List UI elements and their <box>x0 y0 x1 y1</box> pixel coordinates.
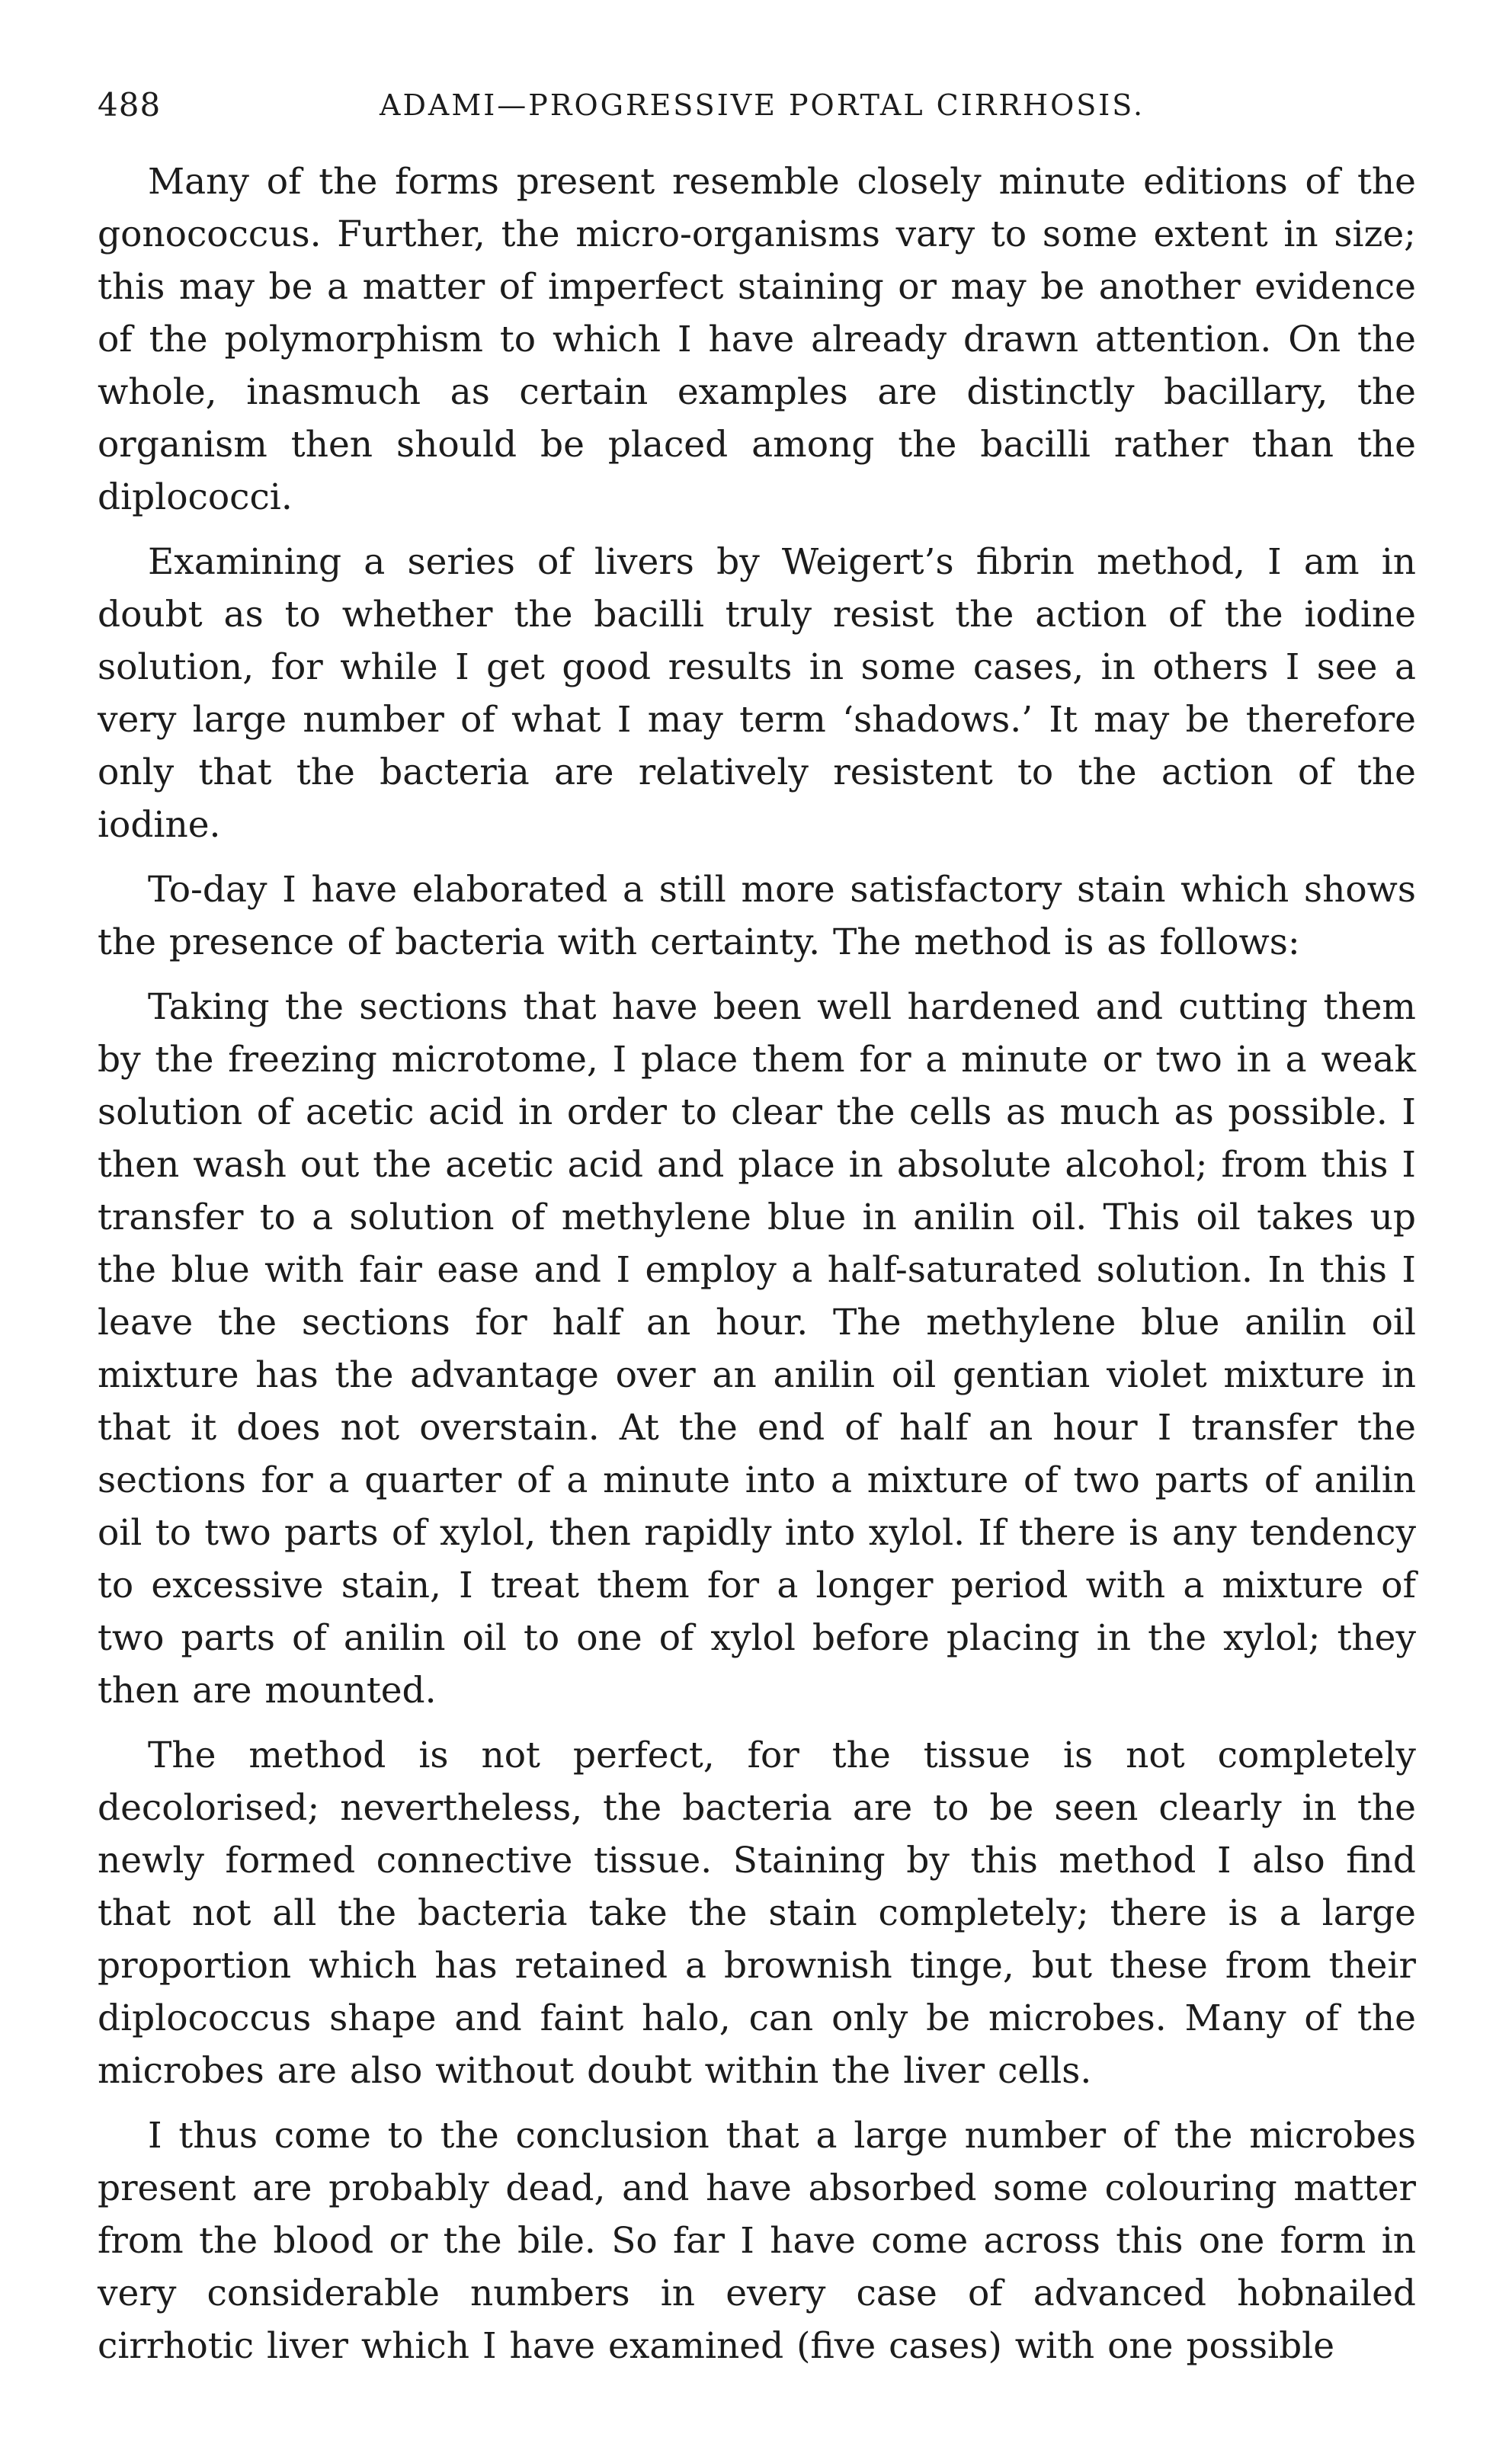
running-head: ADAMI—PROGRESSIVE PORTAL CIRRHOSIS. <box>380 88 1145 122</box>
paragraph-conclusion: I thus come to the conclusion that a large number of the microbes present are probably dead, and have absorbed some colouring matter from the blood or the bile. So far I have come across this one form in very considerable numbers in every case of advanced hobnailed cirrhotic liver which I have examined (five cases) with one possible <box>98 2115 1416 2367</box>
book-page <box>98 82 1416 2414</box>
paragraph-method-results: The method is not perfect, for the tissue is not completely decolorised; nevertheless, the bacteria are to be seen clearly in the newly formed connective tissue. Staining by this method I also find that not all the bacteria take the stain completely; there is a large proportion which has retained a brownish tinge, but these from their diplococcus shape and faint halo, can only be microbes. Many of the microbes are also without doubt within the liver cells. <box>98 1734 1416 2092</box>
page-header <box>98 82 1416 128</box>
paragraph-new-stain: To-day I have elaborated a still more satisfactory stain which shows the presence of bacteria with certainty. The method is as follows: <box>98 869 1416 963</box>
paragraph-staining-procedure: Taking the sections that have been well hardened and cutting them by the freezing microtome, I place them for a minute or two in a weak solution of acetic acid in order to clear the cells as much as possible. I then wash out the acetic acid and place in absolute alcohol; from this I transfer to a solution of methylene blue in anilin oil. This oil takes up the blue with fair ease and I employ a half-saturated solution. In this I leave the sections for half an hour. The methylene blue anilin oil mixture has the advantage over an anilin oil gentian violet mixture in that it does not overstain. At the end of half an hour I transfer the sections for a quarter of a minute into a mixture of two parts of anilin oil to two parts of xylol, then rapidly into xylol. If there is any tendency to excessive stain, I treat them for a longer period with a mixture of two parts of anilin oil to one of xylol before placing in the xylol; they then are mounted. <box>98 986 1416 1712</box>
page-number: 488 <box>98 86 162 123</box>
paragraph-weigert-method: Examining a series of livers by Weigert’s fibrin method, I am in doubt as to whether the bacilli truly resist the action of the iodine solution, for while I get good results in some cases, in others I see a very large number of what I may term ‘shadows.’ It may be therefore only that the bacteria are relatively resistent to the action of the iodine. <box>98 541 1416 846</box>
body-text <box>98 155 1416 2372</box>
paragraph-gonococcus-forms: Many of the forms present resemble closely minute editions of the gonococcus. Further, the micro-organisms vary to some extent in size; this may be a matter of imperfect staining or may be another evidence of the polymorphism to which I have already drawn attention. On the whole, inasmuch as certain examples are distinctly bacillary, the organism then should be placed among the bacilli rather than the diplococci. <box>98 161 1416 518</box>
